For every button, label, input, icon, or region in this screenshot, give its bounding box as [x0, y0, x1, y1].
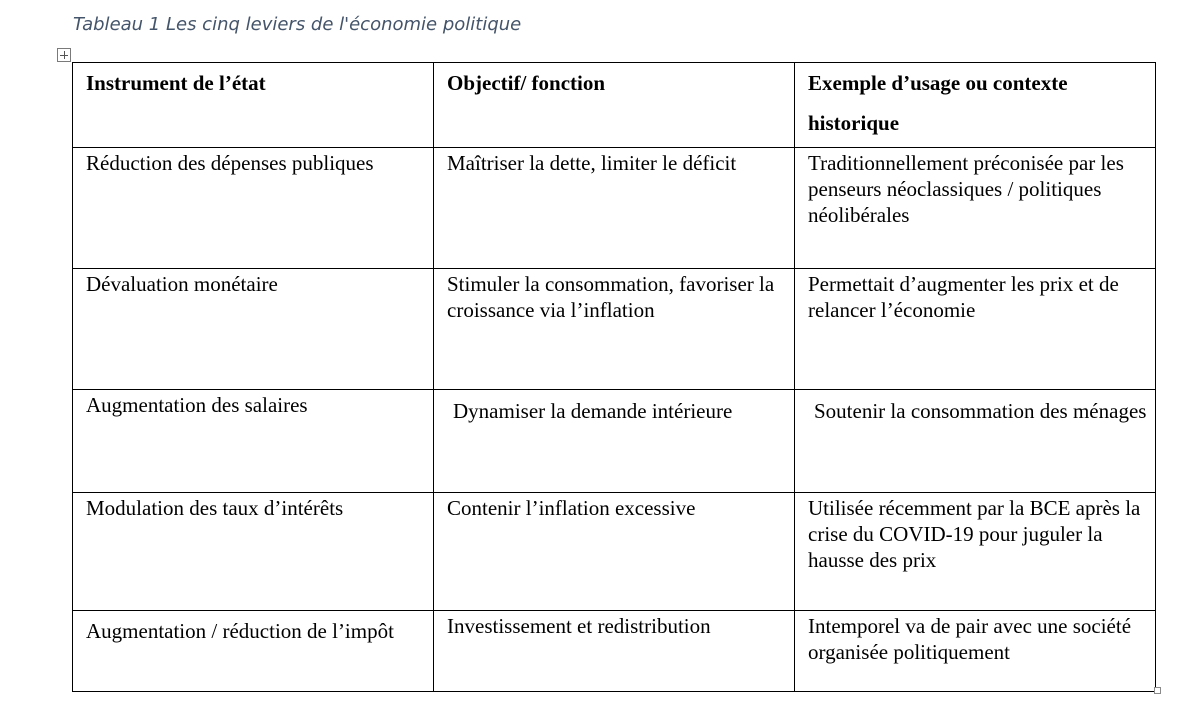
table-move-handle-icon[interactable]	[57, 48, 71, 62]
table-row	[73, 269, 1156, 390]
cell-objectif[interactable]: Investissement et redistribution	[434, 611, 795, 692]
header-cell-exemple[interactable]: Exemple d’usage ou contexte historique	[795, 63, 1156, 148]
table-header-row	[73, 63, 1156, 148]
table-caption: Tableau 1 Les cinq leviers de l'économie politique	[73, 14, 522, 35]
cell-objectif[interactable]: Dynamiser la demande intérieure	[434, 390, 795, 493]
cell-objectif[interactable]: Maîtriser la dette, limiter le déficit	[434, 148, 795, 269]
cell-exemple[interactable]: Traditionnellement préconisée par les penseurs néoclassiques / politiques néolibérales	[795, 148, 1156, 269]
cell-instrument[interactable]: Dévaluation monétaire	[73, 269, 434, 390]
cell-instrument[interactable]: Modulation des taux d’intérêts	[73, 493, 434, 611]
cell-exemple[interactable]: Intemporel va de pair avec une société organisée politiquement	[795, 611, 1156, 692]
table-row	[73, 493, 1156, 611]
table-resize-handle[interactable]	[1154, 687, 1161, 694]
cell-objectif[interactable]: Stimuler la consommation, favoriser la croissance via l’inflation	[434, 269, 795, 390]
cell-instrument[interactable]: Augmentation des salaires	[73, 390, 434, 493]
cell-objectif[interactable]: Contenir l’inflation excessive	[434, 493, 795, 611]
header-cell-objectif[interactable]: Objectif/ fonction	[434, 63, 795, 148]
cell-instrument[interactable]: Augmentation / réduction de l’impôt	[73, 611, 434, 692]
table-row	[73, 390, 1156, 493]
table-row	[73, 611, 1156, 692]
cell-exemple[interactable]: Permettait d’augmenter les prix et de relancer l’économie	[795, 269, 1156, 390]
cell-exemple[interactable]: Utilisée récemment par la BCE après la crise du COVID-19 pour juguler la hausse des prix	[795, 493, 1156, 611]
table-row	[73, 148, 1156, 269]
cell-exemple[interactable]: Soutenir la consommation des ménages	[795, 390, 1156, 493]
levers-table	[72, 62, 1156, 692]
cell-instrument[interactable]: Réduction des dépenses publiques	[73, 148, 434, 269]
header-cell-instrument[interactable]: Instrument de l’état	[73, 63, 434, 148]
